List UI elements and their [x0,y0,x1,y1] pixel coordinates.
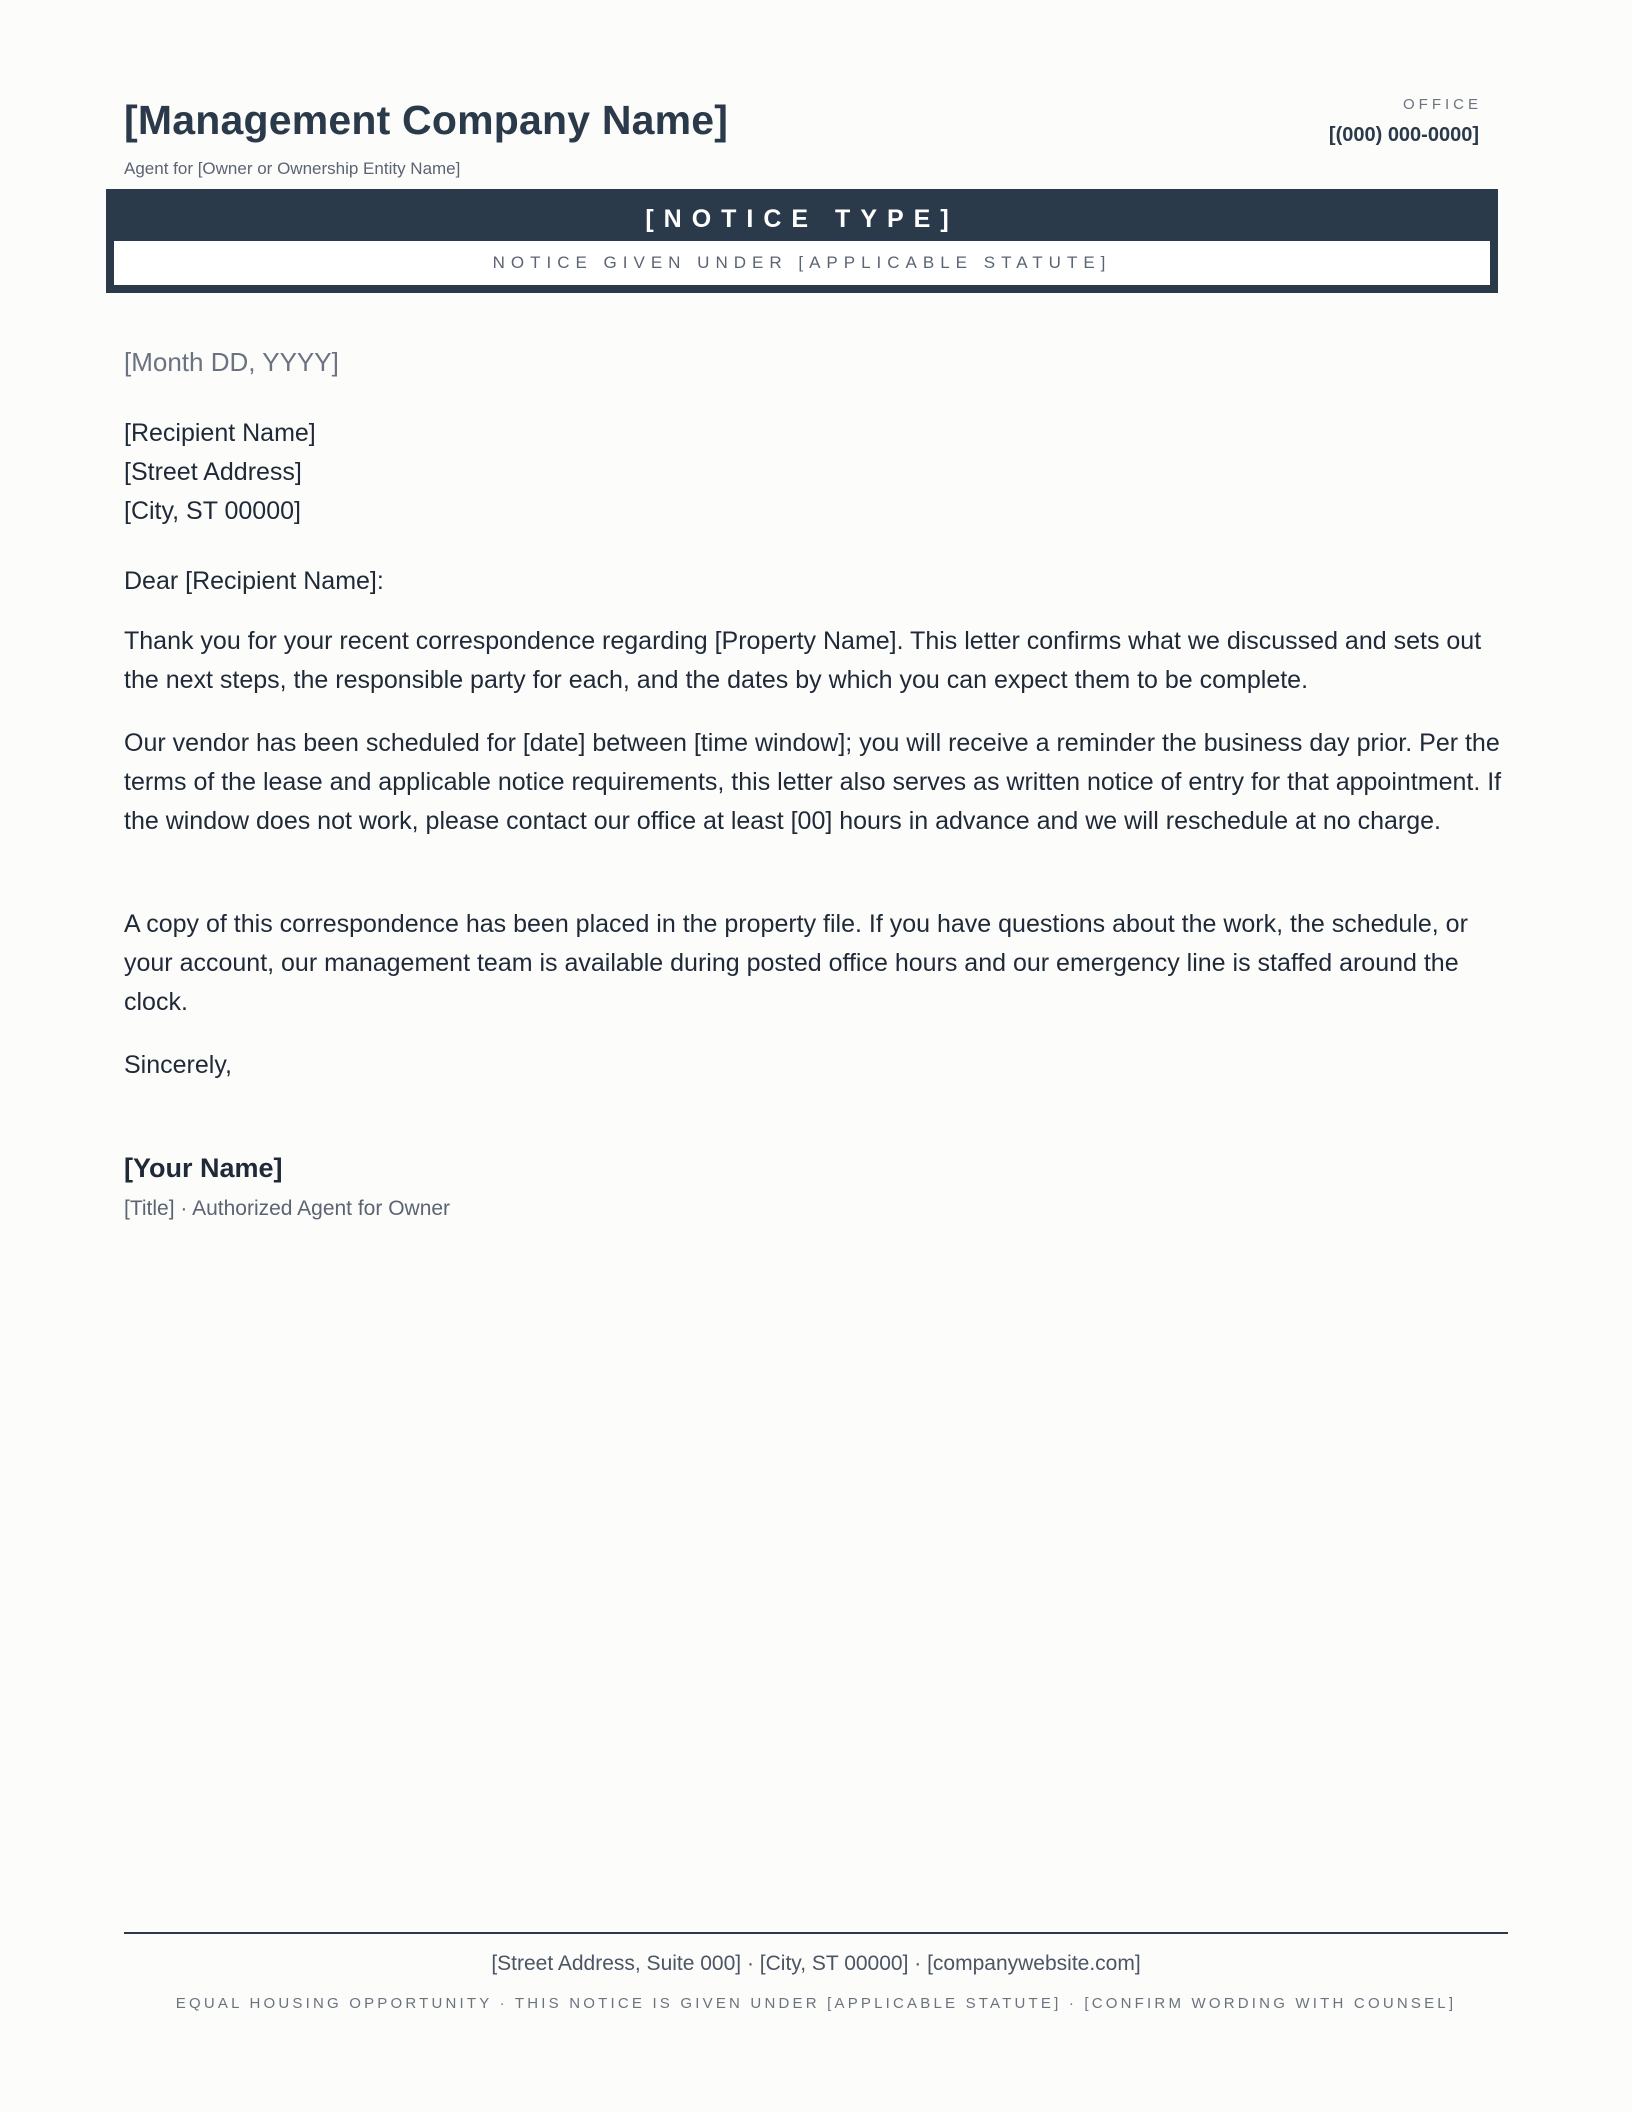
body-paragraph: Thank you for your recent correspondence regarding [Property Name]. This letter confirms what we discussed and sets out the next steps, the responsible party for each, and the dates by which you can expect them to be complete. [124,627,1482,694]
signer-title: [Title] · Authorized Agent for Owner [124,1197,451,1220]
closing: Sincerely, [124,1051,232,1079]
footer-legal-notice: EQUAL HOUSING OPPORTUNITY · THIS NOTICE IS GIVEN UNDER [APPLICABLE STATUTE] · [CONFIRM WORDING WITH COUNSEL] [175,1995,1457,2012]
agent-line: Agent for [Owner or Ownership Entity Name] [124,159,461,178]
office-phone: [(000) 000-0000] [1328,124,1479,146]
notice-type: [NOTICE TYPE] [645,205,959,233]
company-name: [Management Company Name] [124,97,729,143]
notice-statute-line: NOTICE GIVEN UNDER [APPLICABLE STATUTE] [114,241,1490,285]
notice-banner [106,189,1498,293]
salutation: Dear [Recipient Name]: [124,567,384,595]
footer-address: [Street Address, Suite 000] · [City, ST 00000] · [companywebsite.com] [491,1952,1141,1975]
recipient-address [124,414,1504,531]
footer-divider [124,1932,1508,1934]
body-paragraph: A copy of this correspondence has been placed in the property file. If you have questions about the work, the schedule, or your account, our management team is available during posted office hours and our emergency line is staffed around the clock. [124,910,1468,1016]
recipient-city: [City, ST 00000] [124,497,301,525]
recipient-name: [Recipient Name] [124,419,316,447]
recipient-street: [Street Address] [124,458,302,486]
signer-name: [Your Name] [124,1153,283,1183]
letter-date: [Month DD, YYYY] [124,347,339,377]
office-label: OFFICE [1403,96,1482,113]
body-paragraph: Our vendor has been scheduled for [date] between [time window]; you will receive a reminder the business day prior. Per the terms of the lease and applicable notice requirements, this letter also serves as written notice of entry for that appointment. If the window does not work, please contact our office at least [00] hours in advance and we will reschedule at no charge. [124,729,1502,835]
